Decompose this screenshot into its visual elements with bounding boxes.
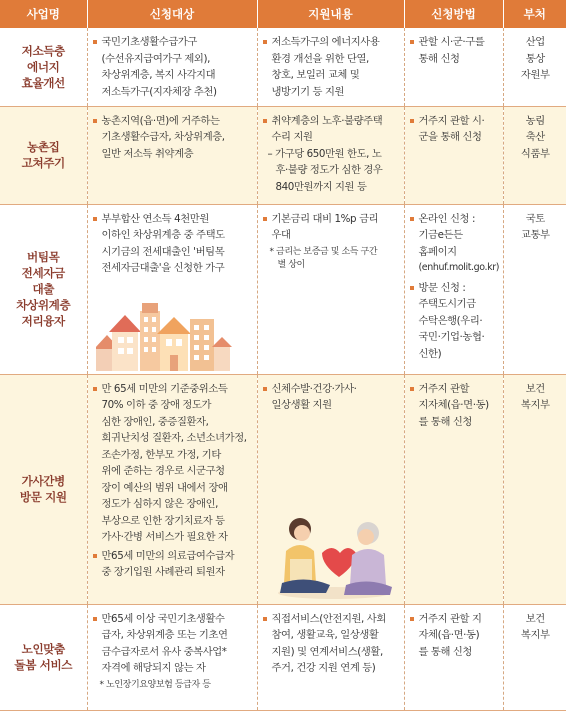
- method-cell: [404, 28, 503, 106]
- header-target: 신청대상: [87, 0, 257, 28]
- dept-cell: 보건 복지부: [503, 374, 566, 604]
- header-row: [0, 0, 566, 28]
- support-cell: [257, 204, 404, 374]
- dept-cell: 산업 통상 자원부: [503, 28, 566, 106]
- bullet-item: 국민기초생활수급가구 (수선유지급여가구 제외), 차상위계층, 복지 사각지대 저소득가구(지자체장 추천): [92, 34, 254, 100]
- bullet-item: 만65세 이상 국민기초생활수 급자, 차상위계층 또는 기초연 금수급자로서 유사 중복사업* 자격에 해당되지 않는 자: [92, 611, 254, 677]
- table-row: [0, 374, 566, 604]
- target-cell: [87, 604, 257, 710]
- table-row: [0, 106, 566, 204]
- caregiver-illustration: [276, 503, 394, 599]
- bullet-item: 거주지 관할 지 자체(읍·면·동) 를 통해 신청: [409, 611, 500, 661]
- bullet-item: 직접서비스(안전지원, 사회 참여, 생활교육, 일상생활 지원) 및 연계서비스(생활, 주거, 건강 지원 연계 등): [262, 611, 401, 677]
- bullet-item: 거주지 관할 지자체(읍·면·동) 를 통해 신청: [409, 381, 500, 431]
- target-cell: [87, 106, 257, 204]
- bullet-item: 온라인 신청 : 기금e든든 홈페이지 (enhuf.molit.go.kr): [409, 211, 500, 277]
- support-cell: [257, 374, 404, 604]
- header-dept: 부처: [503, 0, 566, 28]
- dash-item: – 가구당 650만원 한도, 노 후·불량 정도가 심한 경우 840만원까지 지원 등: [267, 147, 383, 193]
- bullet-item: 방문 신청 : 주택도시기금 수탁은행(우리· 국민·기업·농협· 신한): [409, 280, 500, 363]
- bullet-item: 만65세 미만의 의료급여수급자 중 장기입원 사례관리 퇴원자: [92, 548, 254, 581]
- method-cell: [404, 374, 503, 604]
- footnote: * 노인장기요양보험 등급자 등: [99, 679, 211, 690]
- dept-cell: 국토 교통부: [503, 204, 566, 374]
- table-row: [0, 28, 566, 106]
- footnote: * 금리는 보증금 및 소득 구간 별 상이: [269, 246, 378, 270]
- bullet-item: 관할 시·군·구를 통해 신청: [409, 34, 500, 67]
- bullet-item: 농촌지역(읍·면)에 거주하는 기초생활수급자, 차상위계층, 일반 저소득 취약계층: [92, 113, 254, 163]
- table-row: [0, 204, 566, 374]
- support-cell: [257, 28, 404, 106]
- dept-cell: 보건 복지부: [503, 604, 566, 710]
- method-cell: [404, 204, 503, 374]
- target-cell: [87, 28, 257, 106]
- bullet-item: 거주지 관할 시· 군을 통해 신청: [409, 113, 500, 146]
- header-program: 사업명: [0, 0, 87, 28]
- bullet-item: 부부합산 연소득 4천만원 이하인 차상위계층 중 주택도 시기금의 전세대출인 '버팀목 전세자금대출'을 신청한 가구: [92, 211, 254, 277]
- bullet-item: 저소득가구의 에너지사용 환경 개선을 위한 단열, 창호, 보일러 교체 및 냉방기기 등 지원: [262, 34, 401, 100]
- support-cell: [257, 106, 404, 204]
- bullet-item: 신체수발·건강·가사· 일상생활 지원: [262, 381, 401, 414]
- header-method: 신청방법: [404, 0, 503, 28]
- target-cell: [87, 204, 257, 374]
- program-name: 노인맞춤 돌봄 서비스: [0, 604, 87, 710]
- program-name: 저소득층 에너지 효율개선: [0, 28, 87, 106]
- dept-cell: 농림 축산 식품부: [503, 106, 566, 204]
- bullet-item: 취약계층의 노후·불량주택 수리 지원: [262, 113, 401, 146]
- program-name: 가사간병 방문 지원: [0, 374, 87, 604]
- table-row: [0, 604, 566, 710]
- bullet-item: 만 65세 미만의 기준중위소득 70% 이하 중 장애 정도가 심한 장애인, 중증질환자, 희귀난치성 질환자, 소년소녀가정, 조손가정, 한부모 가정, 기타 위에 준하는 경우로 시군구청 장이 예산의 범위 내에서 장애 정도가 심하지 않은 장애인, 부상으로 인한 장기치료자 등 가사·간병 서비스가 필요한 자: [92, 381, 254, 546]
- program-name: 버팀목 전세자금 대출 차상위계층 저리융자: [0, 204, 87, 374]
- bullet-item: 기본금리 대비 1%p 금리 우대: [262, 211, 401, 244]
- method-cell: [404, 106, 503, 204]
- houses-illustration: [96, 301, 232, 371]
- method-cell: [404, 604, 503, 710]
- program-name: 농촌집 고쳐주기: [0, 106, 87, 204]
- support-cell: [257, 604, 404, 710]
- target-cell: [87, 374, 257, 604]
- header-support: 지원내용: [257, 0, 404, 28]
